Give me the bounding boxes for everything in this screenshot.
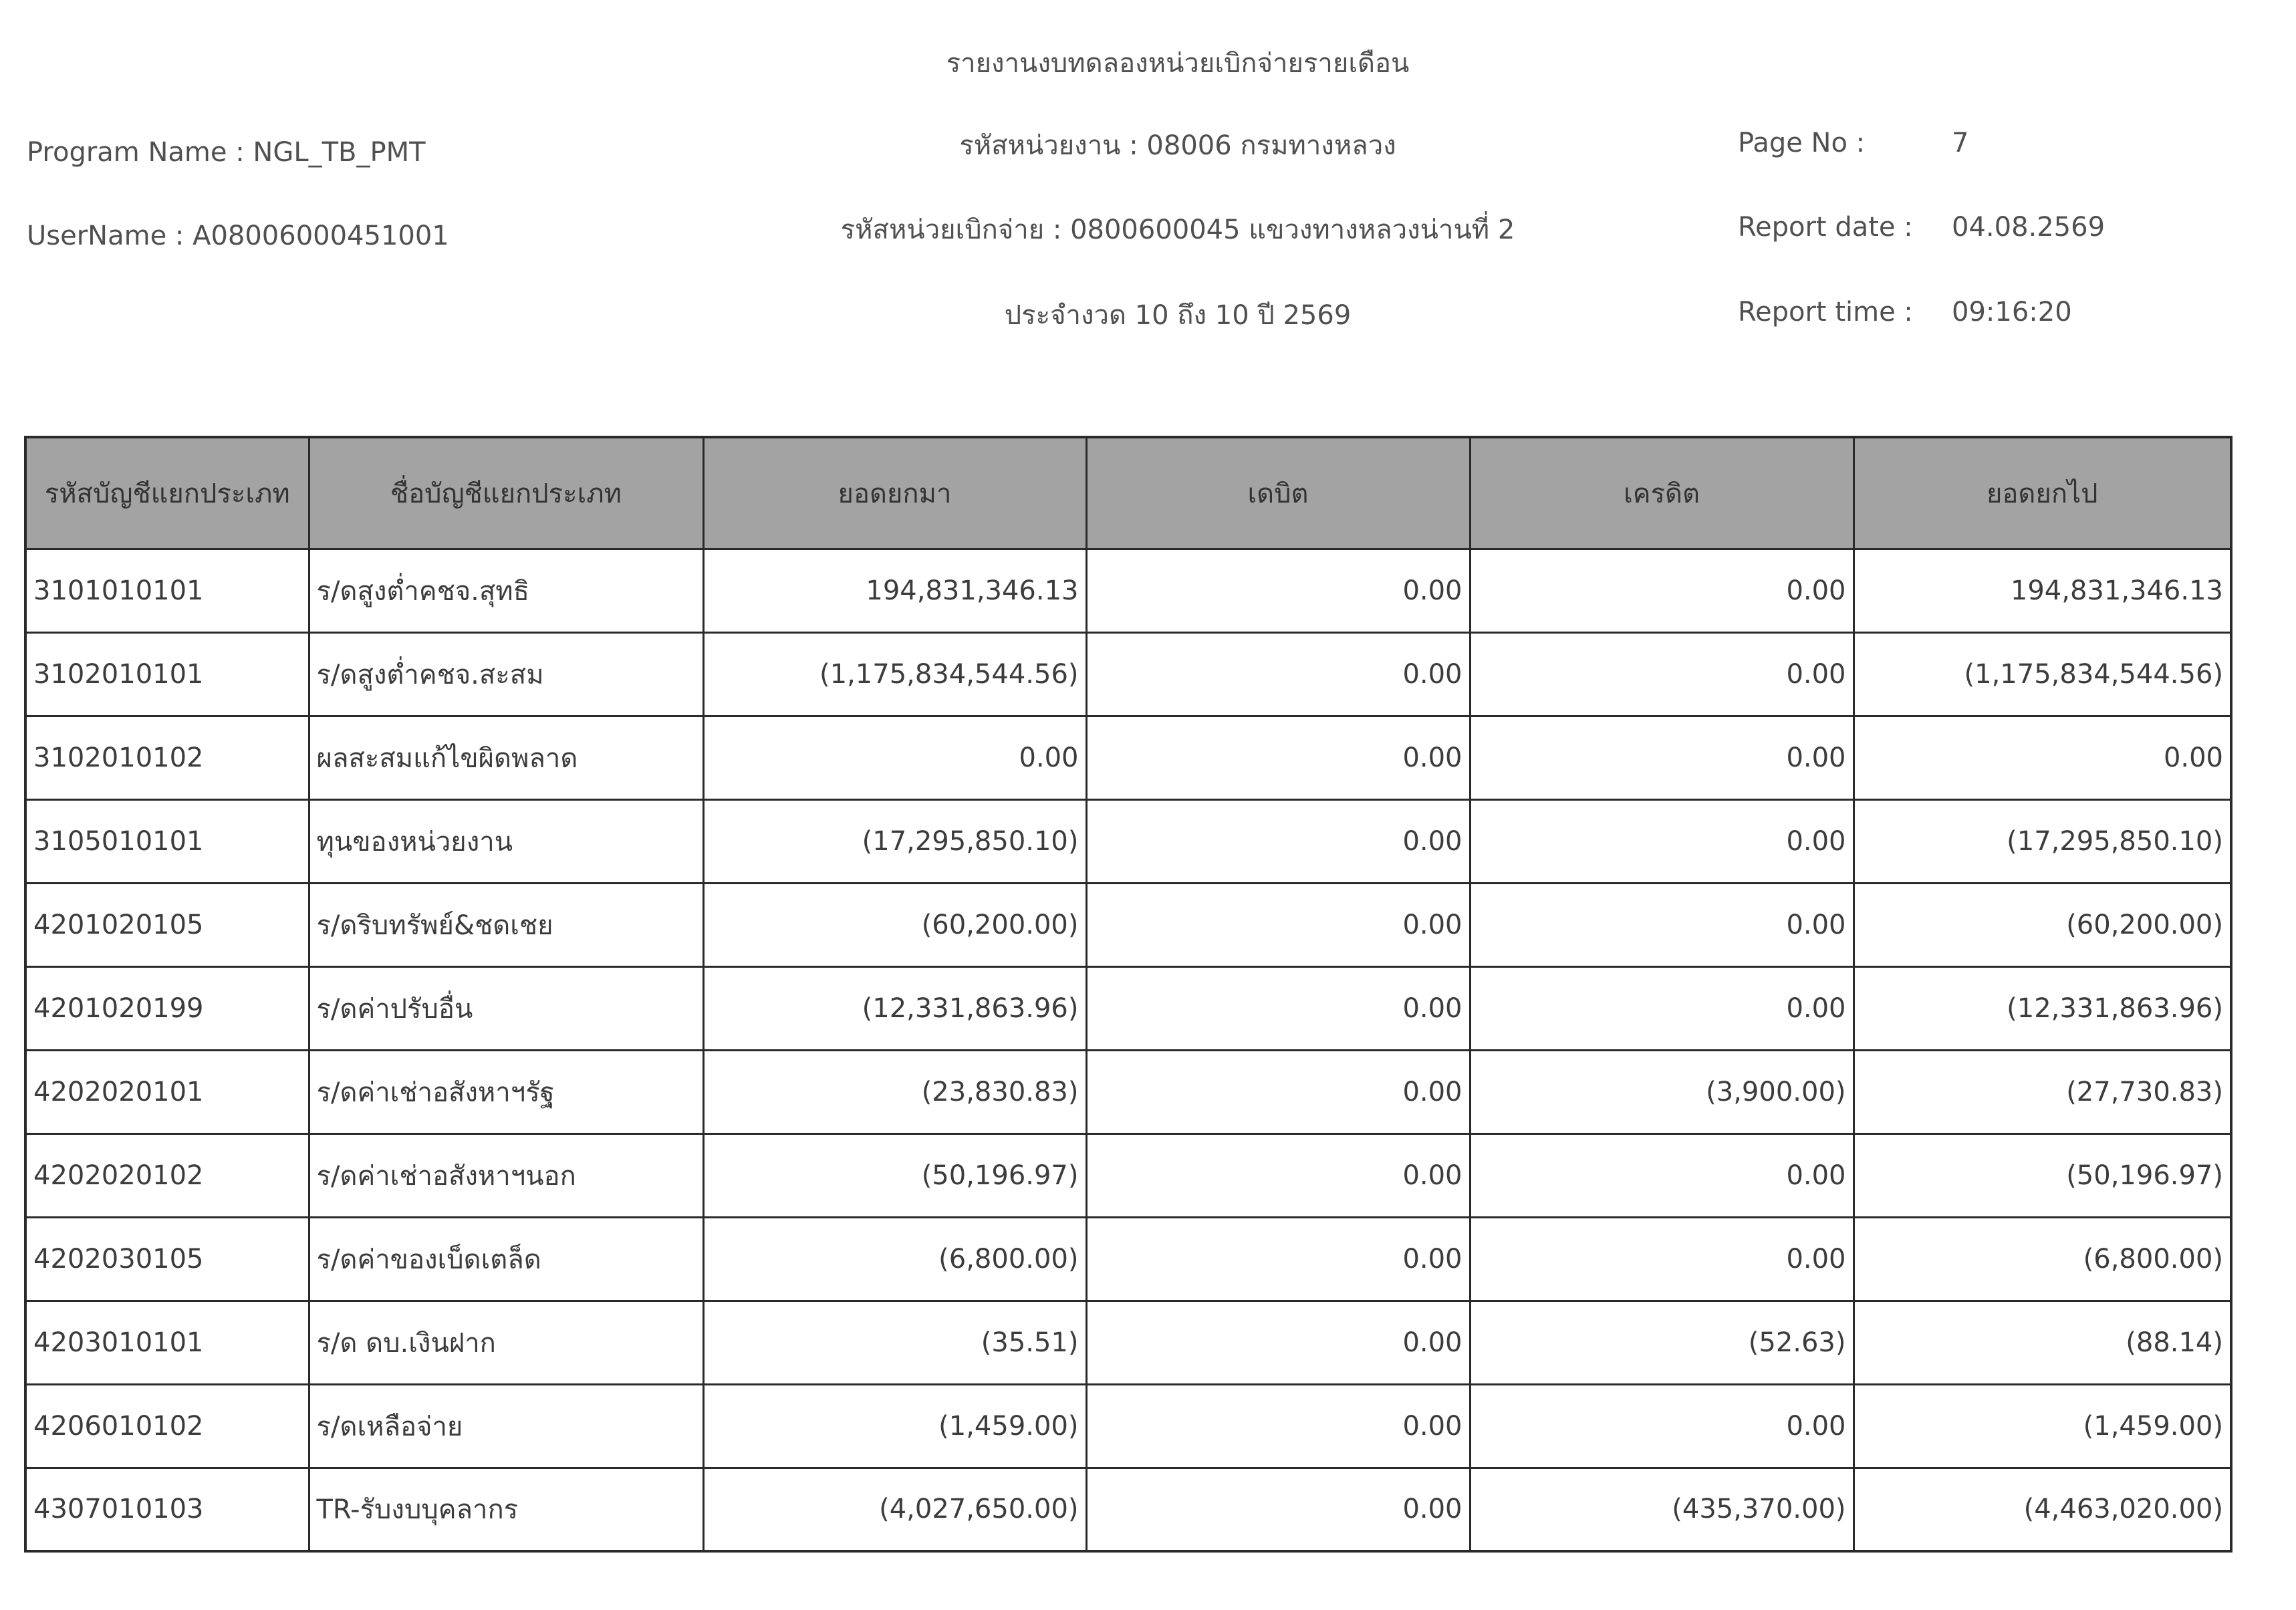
account-code-cell: 3101010101 [25, 549, 309, 632]
table-row [25, 1133, 2231, 1217]
carried-forward-cell: (1,175,834,544.56) [1854, 632, 2231, 716]
debit-cell: 0.00 [1086, 716, 1470, 799]
account-name-cell: ร/ดค่าเช่าอสังหาฯนอก [309, 1133, 703, 1217]
report-time-label: Report time : [1738, 297, 1913, 327]
account-name-cell: ร/ด ดบ.เงินฝาก [309, 1301, 703, 1384]
account-code-cell: 4202020102 [25, 1133, 309, 1217]
account-name-cell: ผลสะสมแก้ไขผิดพลาด [309, 716, 703, 799]
table-row [25, 1050, 2231, 1133]
credit-cell: 0.00 [1470, 799, 1854, 883]
disbursement-unit-line: รหัสหน่วยเบิกจ่าย : 0800600045 แขวงทางหลวงน่านที่ 2 [840, 215, 1515, 245]
carried-forward-cell: (6,800.00) [1854, 1217, 2231, 1301]
agency-line: รหัสหน่วยงาน : 08006 กรมทางหลวง [959, 130, 1396, 161]
page-no-label: Page No : [1738, 128, 1866, 158]
carried-forward-cell: (88.14) [1854, 1301, 2231, 1384]
account-name-cell: ร/ดค่าปรับอื่น [309, 966, 703, 1050]
debit-cell: 0.00 [1086, 1050, 1470, 1133]
report-date-label: Report date : [1738, 212, 1913, 243]
account-code-cell: 4201020105 [25, 883, 309, 966]
table-row [25, 1384, 2231, 1468]
carried-forward-cell: (17,295,850.10) [1854, 799, 2231, 883]
credit-cell: 0.00 [1470, 632, 1854, 716]
table-row [25, 549, 2231, 632]
table-row [25, 1468, 2231, 1551]
period-line: ประจำงวด 10 ถึง 10 ปี 2569 [1004, 300, 1352, 331]
table-row [25, 632, 2231, 716]
account-code-cell: 4206010102 [25, 1384, 309, 1468]
credit-cell: (435,370.00) [1470, 1468, 1854, 1551]
report-time-value: 09:16:20 [1952, 297, 2072, 327]
table-row [25, 966, 2231, 1050]
column-header-credit: เครดิต [1470, 437, 1854, 549]
debit-cell: 0.00 [1086, 799, 1470, 883]
brought-forward-cell: (12,331,863.96) [703, 966, 1086, 1050]
account-name-cell: ร/ดค่าเช่าอสังหาฯรัฐ [309, 1050, 703, 1133]
column-header-account-code: รหัสบัญชีแยกประเภท [25, 437, 309, 549]
table-body [25, 549, 2231, 1551]
table-row [25, 883, 2231, 966]
table-row [25, 1217, 2231, 1301]
credit-cell: 0.00 [1470, 1384, 1854, 1468]
brought-forward-cell: (1,175,834,544.56) [703, 632, 1086, 716]
table-header [25, 437, 2231, 549]
brought-forward-cell: 194,831,346.13 [703, 549, 1086, 632]
account-code-cell: 4201020199 [25, 966, 309, 1050]
column-header-debit: เดบิต [1086, 437, 1470, 549]
brought-forward-cell: (17,295,850.10) [703, 799, 1086, 883]
trial-balance-table [24, 436, 2233, 1553]
brought-forward-cell: (60,200.00) [703, 883, 1086, 966]
carried-forward-cell: (12,331,863.96) [1854, 966, 2231, 1050]
debit-cell: 0.00 [1086, 632, 1470, 716]
user-name: UserName : A08006000451001 [27, 221, 449, 251]
program-name: Program Name : NGL_TB_PMT [27, 137, 426, 168]
carried-forward-cell: (50,196.97) [1854, 1133, 2231, 1217]
debit-cell: 0.00 [1086, 1217, 1470, 1301]
account-name-cell: ร/ดสูงต่ำคชจ.สะสม [309, 632, 703, 716]
brought-forward-cell: (1,459.00) [703, 1384, 1086, 1468]
credit-cell: 0.00 [1470, 549, 1854, 632]
table-row [25, 716, 2231, 799]
account-code-cell: 3102010102 [25, 716, 309, 799]
credit-cell: 0.00 [1470, 1133, 1854, 1217]
carried-forward-cell: (60,200.00) [1854, 883, 2231, 966]
carried-forward-cell: (4,463,020.00) [1854, 1468, 2231, 1551]
column-header-account-name: ชื่อบัญชีแยกประเภท [309, 437, 703, 549]
brought-forward-cell: (6,800.00) [703, 1217, 1086, 1301]
credit-cell: 0.00 [1470, 966, 1854, 1050]
brought-forward-cell: (35.51) [703, 1301, 1086, 1384]
page-no-value: 7 [1952, 128, 1969, 158]
debit-cell: 0.00 [1086, 1133, 1470, 1217]
account-name-cell: ร/ดเหลือจ่าย [309, 1384, 703, 1468]
account-name-cell: TR-รับงบบุคลากร [309, 1468, 703, 1551]
column-header-brought-forward: ยอดยกมา [703, 437, 1086, 549]
credit-cell: (3,900.00) [1470, 1050, 1854, 1133]
credit-cell: 0.00 [1470, 716, 1854, 799]
brought-forward-cell: 0.00 [703, 716, 1086, 799]
carried-forward-cell: 194,831,346.13 [1854, 549, 2231, 632]
account-name-cell: ร/ดสูงต่ำคชจ.สุทธิ [309, 549, 703, 632]
report-title: รายงานงบทดลองหน่วยเบิกจ่ายรายเดือน [946, 48, 1410, 79]
column-header-carried-forward: ยอดยกไป [1854, 437, 2231, 549]
credit-cell: 0.00 [1470, 1217, 1854, 1301]
debit-cell: 0.00 [1086, 549, 1470, 632]
account-code-cell: 4203010101 [25, 1301, 309, 1384]
table-row [25, 1301, 2231, 1384]
debit-cell: 0.00 [1086, 1301, 1470, 1384]
account-code-cell: 4202020101 [25, 1050, 309, 1133]
account-name-cell: ร/ดค่าของเบ็ดเตล็ด [309, 1217, 703, 1301]
brought-forward-cell: (4,027,650.00) [703, 1468, 1086, 1551]
table-row [25, 799, 2231, 883]
report-date-value: 04.08.2569 [1952, 212, 2106, 243]
account-name-cell: ร/ดริบทรัพย์&ชดเชย [309, 883, 703, 966]
debit-cell: 0.00 [1086, 966, 1470, 1050]
account-code-cell: 4202030105 [25, 1217, 309, 1301]
carried-forward-cell: 0.00 [1854, 716, 2231, 799]
carried-forward-cell: (27,730.83) [1854, 1050, 2231, 1133]
debit-cell: 0.00 [1086, 883, 1470, 966]
account-code-cell: 4307010103 [25, 1468, 309, 1551]
carried-forward-cell: (1,459.00) [1854, 1384, 2231, 1468]
brought-forward-cell: (50,196.97) [703, 1133, 1086, 1217]
debit-cell: 0.00 [1086, 1468, 1470, 1551]
brought-forward-cell: (23,830.83) [703, 1050, 1086, 1133]
debit-cell: 0.00 [1086, 1384, 1470, 1468]
credit-cell: (52.63) [1470, 1301, 1854, 1384]
account-code-cell: 3102010101 [25, 632, 309, 716]
account-code-cell: 3105010101 [25, 799, 309, 883]
credit-cell: 0.00 [1470, 883, 1854, 966]
account-name-cell: ทุนของหน่วยงาน [309, 799, 703, 883]
header-row [25, 437, 2231, 549]
